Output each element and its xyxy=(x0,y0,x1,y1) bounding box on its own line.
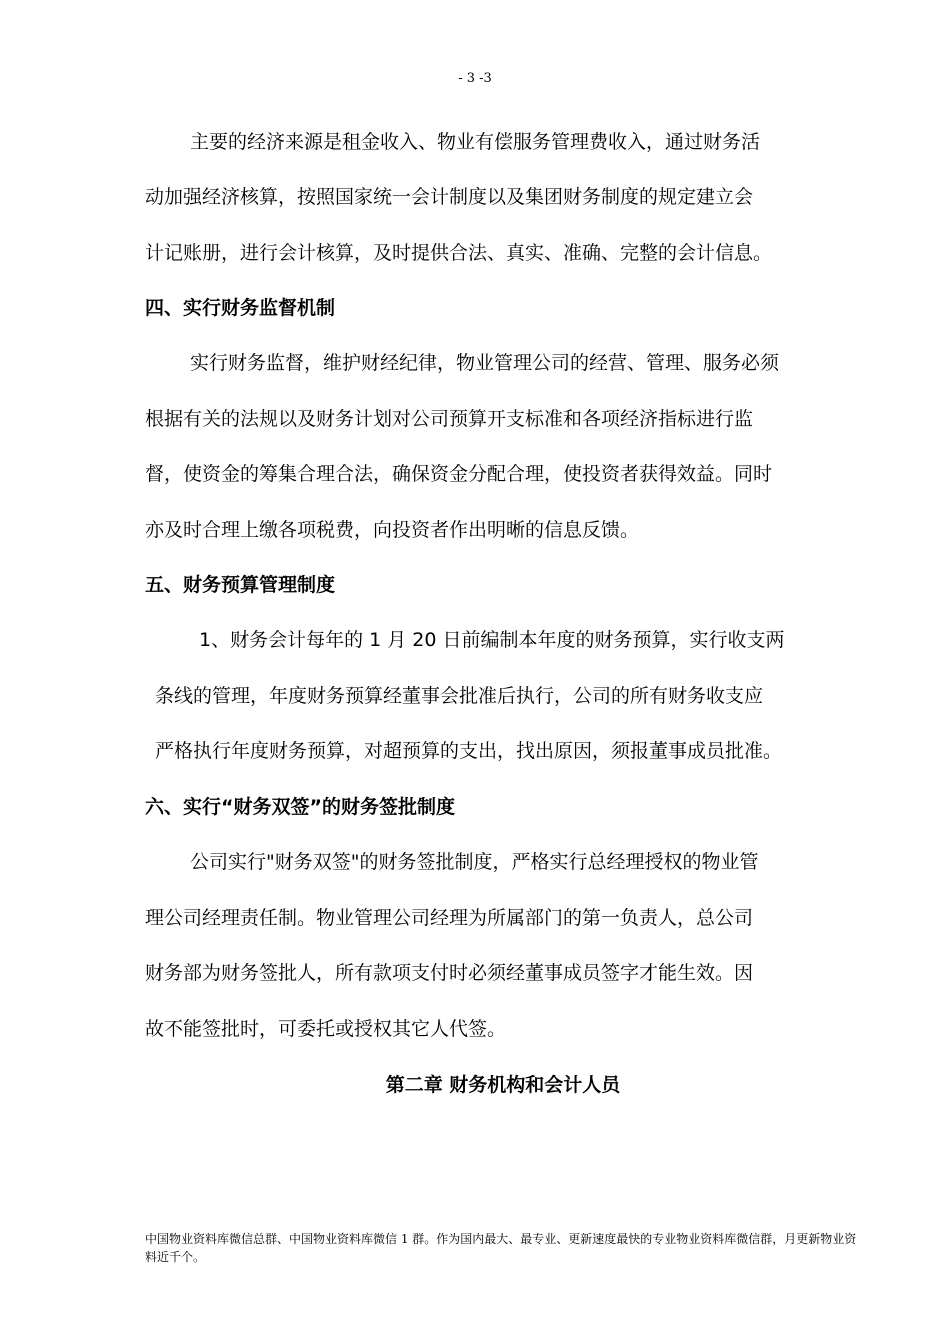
paragraph-line: 动加强经济核算，按照国家统一会计制度以及集团财务制度的规定建立会 xyxy=(145,186,754,208)
section-heading-supervision: 四、实行财务监督机制 xyxy=(145,297,336,319)
footer-note: 中国物业资料库微信总群、中国物业资料库微信 1 群。作为国内最大、最专业、更新速度最快的专业物业资料库微信群，月更新物业资料近千个。 xyxy=(145,1232,857,1264)
paragraph-line: 计记账册，进行会计核算，及时提供合法、真实、准确、完整的会计信息。 xyxy=(145,242,773,264)
paragraph-line: 实行财务监督，维护财经纪律，物业管理公司的经营、管理、服务必须 xyxy=(190,352,780,374)
chapter-title: 第二章 财务机构和会计人员 xyxy=(385,1074,621,1096)
paragraph-line: 1、财务会计每年的 1 月 20 日前编制本年度的财务预算，实行收支两 xyxy=(199,629,785,651)
paragraph-line: 督，使资金的筹集合理合法，确保资金分配合理，使投资者获得效益。同时 xyxy=(145,463,773,485)
page-number: - 3 -3 xyxy=(458,71,492,86)
paragraph-line: 严格执行年度财务预算，对超预算的支出，找出原因，须报董事成员批准。 xyxy=(155,740,783,762)
paragraph-line: 主要的经济来源是租金收入、物业有偿服务管理费收入，通过财务活 xyxy=(190,131,761,153)
paragraph-line: 公司实行"财务双签"的财务签批制度，严格实行总经理授权的物业管 xyxy=(190,851,759,873)
section-heading-budget: 五、财务预算管理制度 xyxy=(145,574,336,596)
paragraph-line: 根据有关的法规以及财务计划对公司预算开支标准和各项经济指标进行监 xyxy=(145,408,754,430)
paragraph-line: 故不能签批时，可委托或授权其它人代签。 xyxy=(145,1018,507,1040)
paragraph-line: 条线的管理，年度财务预算经董事会批准后执行，公司的所有财务收支应 xyxy=(155,685,764,707)
paragraph-line: 理公司经理责任制。物业管理公司经理为所属部门的第一负责人，总公司 xyxy=(145,907,754,929)
paragraph-line: 亦及时合理上缴各项税费，向投资者作出明晰的信息反馈。 xyxy=(145,519,640,541)
paragraph-line: 财务部为财务签批人，所有款项支付时必须经董事成员签字才能生效。因 xyxy=(145,962,754,984)
section-heading-dual-signature: 六、实行“财务双签”的财务签批制度 xyxy=(145,796,455,818)
